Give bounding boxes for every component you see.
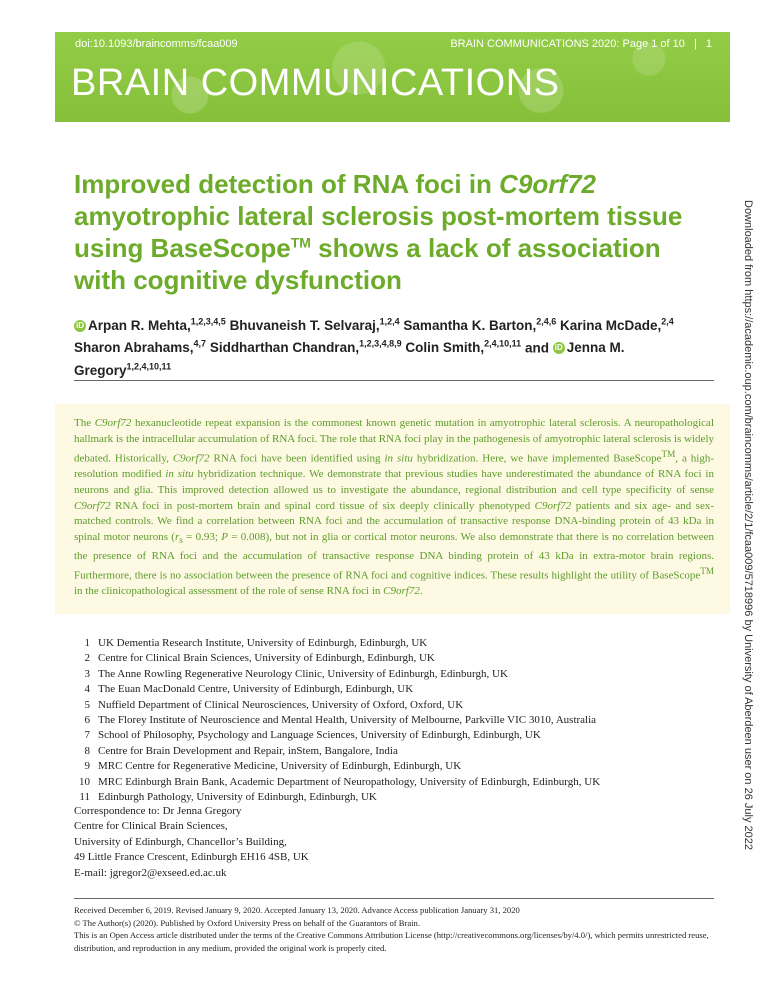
affiliation-row xyxy=(74,713,714,728)
affiliation-text: MRC Edinburgh Brain Bank, Academic Department of Neuropathology, University of Edinburgh, Edinburgh, UK xyxy=(98,775,601,788)
affiliation-number: 8 xyxy=(84,744,90,757)
footer-divider xyxy=(74,898,714,899)
affiliation-list xyxy=(74,636,714,805)
affiliation-text: Edinburgh Pathology, University of Edinburgh, Edinburgh, UK xyxy=(98,791,377,804)
abstract-text xyxy=(74,416,714,600)
affiliation-text: UK Dementia Research Institute, University of Edinburgh, Edinburgh, UK xyxy=(98,637,428,649)
author-affiliation-numbers: 2,4 xyxy=(661,316,674,326)
affiliation-row xyxy=(74,636,714,651)
affiliation-text: The Euan MacDonald Centre, University of Edinburgh, Edinburgh, UK xyxy=(98,683,414,696)
correspondence-line: Centre for Clinical Brain Sciences, xyxy=(74,820,228,833)
author-name: Jenna M. Gregory xyxy=(74,340,625,378)
affiliation-row xyxy=(74,651,714,666)
doi-text[interactable]: doi:10.1093/braincomms/fcaa009 xyxy=(75,38,238,50)
author-affiliation-numbers: 1,2,4,10,11 xyxy=(126,361,172,371)
affiliation-text: Nuffield Department of Clinical Neurosciences, University of Oxford, Oxford, UK xyxy=(98,698,464,711)
author[interactable] xyxy=(405,340,521,355)
author-affiliation-numbers: 1,2,3,4,8,9 xyxy=(359,338,402,349)
affiliation-number: 1 xyxy=(84,637,90,649)
abstract-segment: The xyxy=(74,417,95,429)
abstract-segment: RNA foci in post-mortem brain and spinal cord tissue of six deeply clinically phenotyped xyxy=(110,499,535,512)
banner-header-line xyxy=(75,38,712,50)
affiliation-number: 2 xyxy=(84,652,90,665)
author[interactable] xyxy=(74,340,206,355)
abstract-segment: hybridization technique. We demonstrate that previous studies have underestimated the abundance of RNA foci in neurons and glia. This improved detection allowed us to investigate the abundance, regional distribution and cell type specificity of sense xyxy=(74,468,714,497)
correspondence-line: University of Edinburgh, Chancellor’s Building, xyxy=(74,835,287,848)
abstract-segment: TM xyxy=(700,566,714,577)
affiliation-row xyxy=(74,759,714,774)
author-name: Siddharthan Chandran, xyxy=(209,340,360,355)
affiliation-row xyxy=(74,728,714,743)
author[interactable] xyxy=(403,318,556,333)
abstract-segment: TM xyxy=(661,449,676,460)
abstract-segment: = 0.008), but not in glia or cortical motor neurons. We also demonstrate that there is no correlation between the presence of RNA foci and the accumulation of transactive response DNA binding protein of 43 kDa in extra-motor brain regions. Furthermore, there is no association between the presence of RNA foci and cognitive indices. These results highlight the utility of BaseScope xyxy=(74,530,714,582)
abstract-segment: C9orf72 xyxy=(74,499,111,512)
correspondence-line: 49 Little France Crescent, Edinburgh EH16 4SB, UK xyxy=(74,851,309,864)
abstract-segment: hexanucleotide repeat expansion is the commonest known genetic mutation in amyotrophic lateral sclerosis. A neuropathological hallmark is the intracellular accumulation of RNA foci. The role that RNA foci play in the pathogenesis of amyotrophic lateral sclerosis is widely debated. Historically, xyxy=(74,417,714,465)
affiliation-row xyxy=(74,698,714,713)
author[interactable] xyxy=(74,318,226,333)
affiliation-number: 10 xyxy=(79,775,90,788)
title-trademark: TM xyxy=(290,234,311,251)
abstract-segment: , a high-resolution modified xyxy=(74,452,715,481)
affiliation-row xyxy=(74,744,714,759)
affiliation-number: 4 xyxy=(84,683,90,696)
abstract-segment: hybridization. Here, we have implemented BaseScope xyxy=(412,452,662,465)
author[interactable] xyxy=(210,340,402,355)
title-gene: C9orf72 xyxy=(499,169,596,199)
author[interactable] xyxy=(560,318,674,333)
abstract-segment: in situ xyxy=(384,452,413,465)
author-affiliation-numbers: 2,4,6 xyxy=(536,316,557,326)
affiliation-row xyxy=(74,775,714,790)
footer-line: This is an Open Access article distributed under the terms of the Creative Commons Attribution License (http://creativecommons.org/licenses/by/4.0/), which permits unrestricted reuse, distribution, and reproduction in any medium, provided the original work is properly cited. xyxy=(74,930,709,953)
author[interactable] xyxy=(230,318,400,333)
affiliation-text: School of Philosophy, Psychology and Language Sciences, University of Edinburgh, Edinburgh, UK xyxy=(98,729,541,742)
author-name: Colin Smith, xyxy=(405,340,485,355)
orcid-icon[interactable]: iD xyxy=(76,320,84,330)
authors-and: and xyxy=(524,340,549,355)
abstract-segment: C9orf72 xyxy=(94,417,132,429)
journal-page-info xyxy=(444,38,712,50)
affiliation-text: The Florey Institute of Neuroscience and Mental Health, University of Melbourne, Parkville VIC 3010, Australia xyxy=(98,714,597,727)
affiliation-row xyxy=(74,667,714,682)
author-affiliation-numbers: 4,7 xyxy=(193,338,207,349)
title-divider xyxy=(74,380,714,381)
abstract-segment: s xyxy=(179,535,183,545)
abstract-segment: in situ xyxy=(165,468,194,481)
abstract-segment: P xyxy=(221,530,228,543)
affiliation-number: 11 xyxy=(79,791,90,804)
affiliation-number: 7 xyxy=(84,729,90,742)
author-name: Sharon Abrahams, xyxy=(74,340,194,355)
author-affiliation-numbers: 1,2,3,4,5 xyxy=(190,316,226,326)
header-separator: | xyxy=(693,38,697,50)
abstract-segment: . xyxy=(419,585,423,598)
abstract-segment: patients and six age- and sex-matched controls. We find a correlation between RNA foci and the accumulation of transactive response DNA-binding protein of 43 kDa in spinal motor neurons ( xyxy=(74,499,714,543)
correspondence-line: Correspondence to: Dr Jenna Gregory xyxy=(74,805,242,817)
orcid-icon[interactable]: iD xyxy=(554,343,563,353)
article-title xyxy=(74,168,694,296)
title-part-1: Improved detection of RNA foci in xyxy=(74,169,500,199)
author-name: Arpan R. Mehta, xyxy=(88,317,191,333)
author-name: Bhuvaneish T. Selvaraj, xyxy=(229,317,380,333)
abstract-segment: RNA foci have been identified using xyxy=(209,452,385,465)
correspondence-email[interactable]: E-mail: jgregor2@exseed.ed.ac.uk xyxy=(74,866,227,879)
abstract-segment: r xyxy=(174,530,180,543)
affiliation-text: Centre for Brain Development and Repair, inStem, Bangalore, India xyxy=(98,744,398,757)
journal-page-text: BRAIN COMMUNICATIONS 2020: Page 1 of 10 xyxy=(450,38,685,50)
abstract-segment: in the clinicopathological assessment of the role of sense RNA foci in xyxy=(74,585,384,598)
author-name: Karina McDade, xyxy=(560,317,662,333)
journal-banner xyxy=(55,32,730,122)
author-affiliation-numbers: 2,4,10,11 xyxy=(484,338,522,349)
abstract-segment: C9orf72 xyxy=(534,499,572,512)
footer-line: © The Author(s) (2020). Published by Oxford University Press on behalf of the Guarantors of Brain. xyxy=(74,917,421,928)
affiliation-text: MRC Centre for Regenerative Medicine, University of Edinburgh, Edinburgh, UK xyxy=(98,760,462,773)
affiliation-number: 5 xyxy=(84,698,90,711)
page-number: 1 xyxy=(705,38,712,50)
affiliation-row xyxy=(74,682,714,697)
footer-line: Received December 6, 2019. Revised January 9, 2020. Accepted January 13, 2020. Advance Access publication January 31, 2020 xyxy=(74,905,520,915)
download-note: Downloaded from https://academic.oup.com/braincomms/article/2/1/fcaa009/5718996 by University of Aberdeen user on 26 July 2022 xyxy=(742,200,754,850)
title-part-2: amyotrophic lateral sclerosis post-mortem tissue using BaseScope xyxy=(74,201,683,263)
affiliation-number: 9 xyxy=(84,760,90,773)
article-footer xyxy=(74,904,714,954)
journal-title: BRAIN COMMUNICATIONS xyxy=(71,62,560,104)
author-list xyxy=(74,312,724,380)
affiliation-text: The Anne Rowling Regenerative Neurology Clinic, University of Edinburgh, Edinburgh, UK xyxy=(98,667,508,680)
abstract-segment: = 0.93; xyxy=(182,530,222,543)
title-part-3: shows a lack of association with cognitive dysfunction xyxy=(74,233,661,295)
affiliation-number: 3 xyxy=(84,667,90,680)
affiliation-number: 6 xyxy=(84,714,90,727)
abstract-segment: C9orf72 xyxy=(172,452,210,465)
author-affiliation-numbers: 1,2,4 xyxy=(379,316,400,326)
correspondence-block xyxy=(74,804,474,881)
abstract-segment: C9orf72 xyxy=(383,585,420,598)
author-name: Samantha K. Barton, xyxy=(403,317,537,333)
affiliation-text: Centre for Clinical Brain Sciences, University of Edinburgh, Edinburgh, UK xyxy=(98,652,435,665)
